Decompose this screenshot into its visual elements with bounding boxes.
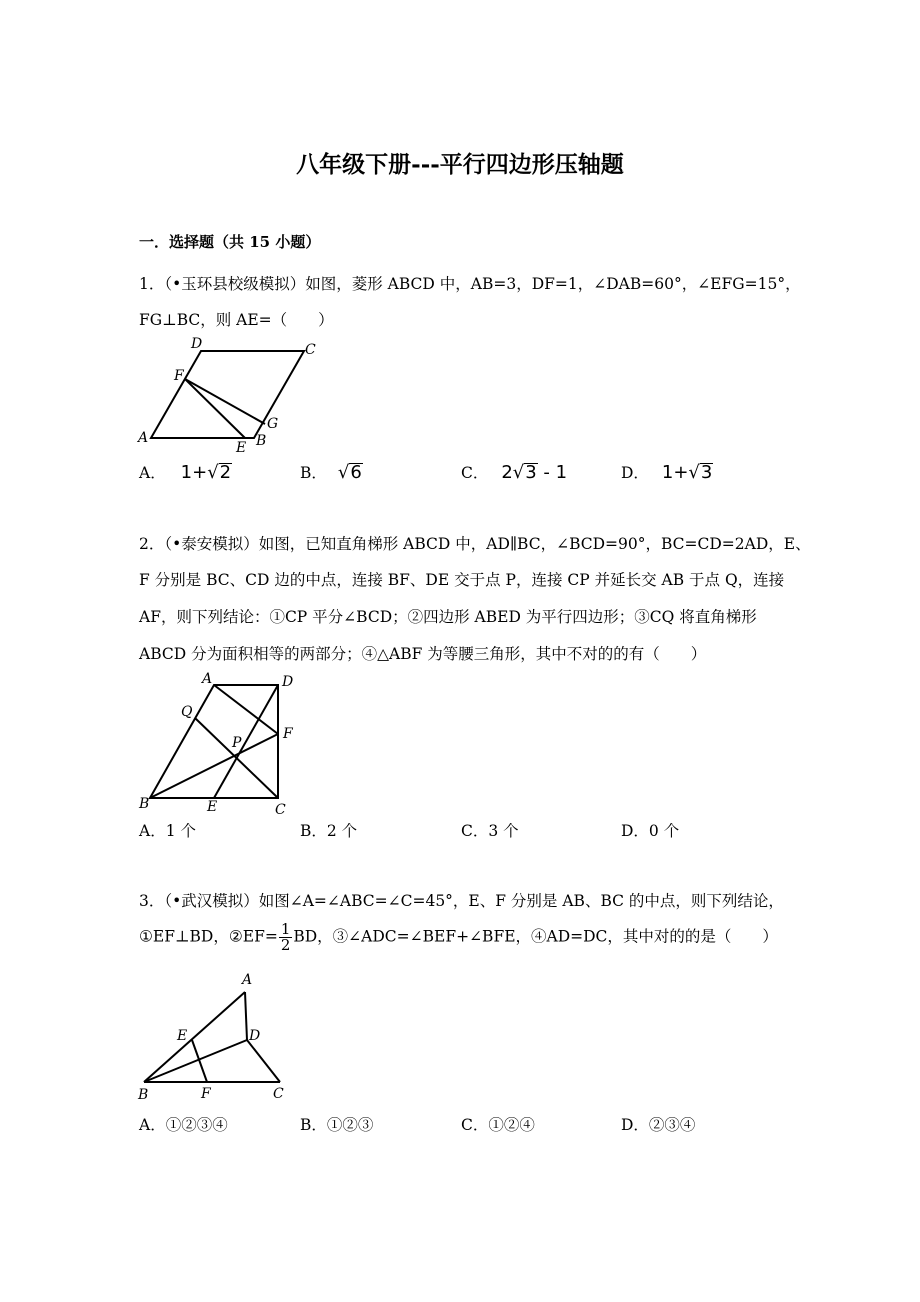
q3-option-d[interactable]: D．②③④ [621, 1116, 696, 1134]
q2-label-q: Q [181, 704, 193, 720]
q3-fraction-half: $\frac{1}{2}$ [280, 920, 291, 954]
q1-option-c[interactable]: C． 2√3 - 1 [461, 462, 568, 483]
q2-text-line3: AF，则下列结论：①CP 平分∠BCD；②四边形 ABED 为平行四边形；③CQ 将直角梯形 [139, 608, 757, 626]
page-title: 八年级下册---平行四边形压轴题 [296, 151, 624, 178]
q1-option-a[interactable]: A． 1+√2 [139, 462, 232, 483]
q3-option-a[interactable]: A．①②③④ [139, 1116, 228, 1134]
q2-label-p: P [232, 735, 242, 751]
q2-option-d[interactable]: D．0 个 [621, 822, 680, 840]
q3-text-line1: 3．（•武汉模拟）如图∠A=∠ABC=∠C=45°，E、F 分别是 AB、BC 的中点，则下列结论， [139, 892, 784, 910]
q2-option-a[interactable]: A．1 个 [139, 822, 196, 840]
q1-text-line2: FG⊥BC，则 AE=（ ） [139, 311, 334, 329]
q3-label-c: C [273, 1086, 284, 1102]
q1-text-line1: 1．（•玉环县校级模拟）如图，菱形 ABCD 中，AB=3，DF=1，∠DAB=60°，∠EFG=15°， [139, 275, 801, 293]
q1-label-g: G [267, 416, 279, 432]
q2-label-f: F [283, 726, 293, 742]
q3-text-line2: ①EF⊥BD，②EF= $\frac{1}{2}$ BD，③∠ADC=∠BEF+∠BFE，④AD=DC，其中对的的是（ ） [139, 920, 778, 954]
q1-label-b: B [256, 433, 267, 449]
q2-text-line4: ABCD 分为面积相等的两部分；④△ABF 为等腰三角形，其中不对的的有（ ） [139, 645, 707, 663]
q2-label-c: C [275, 802, 286, 818]
q3-label-f: F [201, 1086, 211, 1102]
q3-label-b: B [138, 1087, 149, 1103]
q2-label-b: B [139, 796, 150, 812]
q3-label-a: A [242, 972, 253, 988]
q1-option-d[interactable]: D． 1+√3 [621, 462, 713, 483]
q2-figure-trapezoid [130, 668, 310, 823]
q1-option-b[interactable]: B． √6 [300, 462, 362, 483]
q3-label-d: D [249, 1028, 261, 1044]
q3-option-b[interactable]: B．①②③ [300, 1116, 374, 1134]
q1-label-a: A [138, 430, 149, 446]
q2-text-line2: F 分别是 BC、CD 边的中点，连接 BF、DE 交于点 P，连接 CP 并延长交 AB 于点 Q，连接 [139, 571, 785, 589]
q2-option-b[interactable]: B．2 个 [300, 822, 358, 840]
q2-text-line1: 2．（•泰安模拟）如图，已知直角梯形 ABCD 中，AD∥BC，∠BCD=90°，BC=CD=2AD，E、 [139, 535, 811, 553]
q2-label-a: A [202, 671, 213, 687]
q1-label-c: C [305, 342, 316, 358]
section-heading: 一．选择题（共 15 小题） [139, 233, 321, 251]
q3-option-c[interactable]: C．①②④ [461, 1116, 535, 1134]
q3-figure-triangle [130, 968, 300, 1108]
q1-figure-rhombus [130, 335, 316, 460]
q1-label-f: F [174, 368, 184, 384]
q2-option-c[interactable]: C．3 个 [461, 822, 519, 840]
q2-label-d: D [282, 674, 294, 690]
q3-label-e: E [177, 1028, 188, 1044]
q1-label-d: D [191, 336, 203, 352]
q2-label-e: E [207, 799, 218, 815]
q1-label-e: E [236, 440, 247, 456]
